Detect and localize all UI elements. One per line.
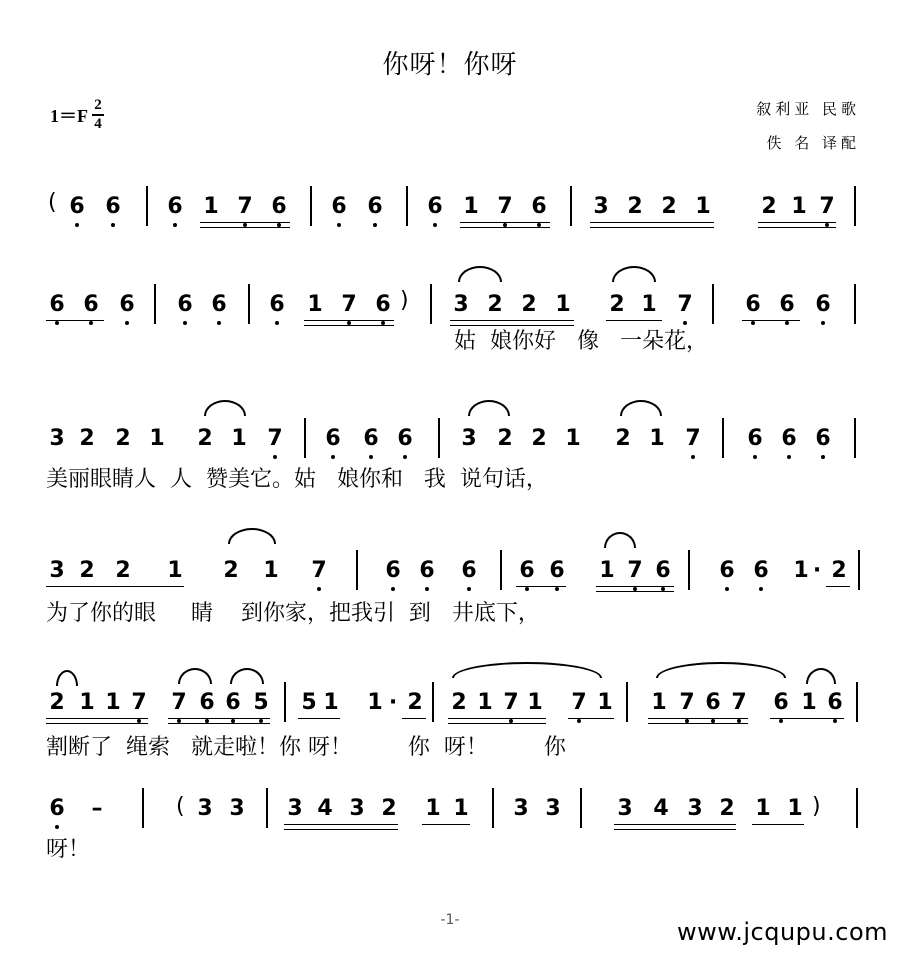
note: 1 [597,690,613,715]
note: 3 [545,796,561,821]
open-paren: ( [48,190,57,215]
beam [284,824,398,825]
note: 1 [367,690,383,715]
beam [460,222,550,223]
barline [626,682,628,722]
note: 2 [609,292,625,317]
note: 6 [331,194,347,219]
note: 1 [231,426,247,451]
note: 6 [367,194,383,219]
beam [200,227,290,228]
note: 2 [79,558,95,583]
note: 1 [527,690,543,715]
note: 6 [549,558,565,583]
beam [298,718,340,719]
note: 2 [197,426,213,451]
note: 6 [773,690,789,715]
note: 7 [627,558,643,583]
note: 2 [115,558,131,583]
beam [448,718,546,719]
barline [856,682,858,722]
barline [854,186,856,226]
barline [688,550,690,590]
barline [580,788,582,828]
beam [758,222,836,223]
note: 2 [615,426,631,451]
note: 6 [519,558,535,583]
arranger-credit: 佚 名 译配 [766,134,860,152]
lyric-line-5: 割断了 绳索 就走啦！你 呀！ 你 呀！ 你 [46,735,566,760]
note: 6 [69,194,85,219]
beam [450,320,574,321]
lyric-line-4: 为了你的眼 睛 到你家，把我引 到 井底下， [46,601,540,626]
note: 1 [263,558,279,583]
note: 3 [229,796,245,821]
barline [248,284,250,324]
beam [450,325,574,326]
note: 1 [649,426,665,451]
note: 6 [199,690,215,715]
beam [590,227,714,228]
note: 3 [49,558,65,583]
note: 3 [287,796,303,821]
note: 7 [503,690,519,715]
beam [422,824,470,825]
note: 2 [531,426,547,451]
note: 2 [831,558,847,583]
note: 7 [819,194,835,219]
note: 7 [171,690,187,715]
barline [142,788,144,828]
note: 6 [719,558,735,583]
barline [500,550,502,590]
staff-row-1 [0,192,900,282]
slur [620,400,662,416]
slur [604,532,636,548]
note: 7 [677,292,693,317]
slur [56,670,78,686]
beam [516,586,566,587]
beam [168,723,270,724]
note: 7 [679,690,695,715]
barline [570,186,572,226]
note: 7 [571,690,587,715]
slur [230,668,264,684]
barline [854,418,856,458]
note: · [812,558,822,583]
note: 2 [223,558,239,583]
note: 6 [271,194,287,219]
beam [606,320,662,321]
note: 7 [237,194,253,219]
note: 1 [323,690,339,715]
note: 5 [253,690,269,715]
beam [460,227,550,228]
note: 2 [487,292,503,317]
note: 6 [49,796,65,821]
note: 6 [119,292,135,317]
key-label: 1＝F [50,106,88,126]
note: 6 [167,194,183,219]
beam [826,586,850,587]
note: 6 [531,194,547,219]
note: 1 [651,690,667,715]
note: 6 [815,426,831,451]
note: 2 [79,426,95,451]
barline [492,788,494,828]
time-signature [92,98,104,132]
note: 1 [787,796,803,821]
slur [228,528,276,544]
note: 1 [755,796,771,821]
time-top: 2 [94,97,102,113]
note: 6 [655,558,671,583]
beam [168,718,270,719]
barline [310,186,312,226]
beam [402,718,426,719]
beam [752,824,804,825]
note: 2 [49,690,65,715]
note: 1 [791,194,807,219]
note: 3 [349,796,365,821]
barline [406,186,408,226]
note: 6 [781,426,797,451]
note: 6 [427,194,443,219]
note: 6 [83,292,99,317]
slur [452,662,602,678]
note: 4 [317,796,333,821]
staff-row-4 [0,556,900,646]
note: 3 [461,426,477,451]
note: 7 [341,292,357,317]
beam [200,222,290,223]
barline [432,682,434,722]
note: 6 [375,292,391,317]
song-title: 你呀！你呀 [382,50,518,80]
note: 6 [211,292,227,317]
note: 7 [731,690,747,715]
barline [438,418,440,458]
note: · [388,690,398,715]
watermark-url: www.jcqupu.com [677,918,888,946]
note: 7 [497,194,513,219]
note: 3 [617,796,633,821]
note: 1 [167,558,183,583]
note: 1 [463,194,479,219]
note: 2 [627,194,643,219]
lyric-line-3: 美丽眼睛人 人 赞美它。姑 娘你和 我 说句话， [46,467,548,492]
note: 1 [695,194,711,219]
note: 6 [815,292,831,317]
staff-row-3 [0,424,900,514]
note: 6 [363,426,379,451]
beam [614,824,736,825]
time-bottom: 4 [94,116,102,132]
note: 1 [453,796,469,821]
barline [712,284,714,324]
note: 1 [425,796,441,821]
barline [854,284,856,324]
note: 6 [177,292,193,317]
note: 6 [225,690,241,715]
note: 3 [593,194,609,219]
beam [46,320,104,321]
key-signature [50,98,104,132]
beam [596,586,674,587]
note: 1 [599,558,615,583]
barline [284,682,286,722]
note: 3 [513,796,529,821]
beam [742,320,800,321]
note: 1 [105,690,121,715]
staff-row-2 [0,290,900,380]
barline [304,418,306,458]
note: 6 [397,426,413,451]
note: 2 [381,796,397,821]
note: 2 [719,796,735,821]
note: 6 [827,690,843,715]
beam [284,829,398,830]
note: 3 [197,796,213,821]
note: 1 [307,292,323,317]
note: 2 [451,690,467,715]
beam [304,320,394,321]
note: 1 [477,690,493,715]
origin-credit: 叙利亚 民歌 [756,100,860,118]
page-number: -1- [440,912,460,928]
close-paren: ) [400,288,409,313]
note: 2 [521,292,537,317]
barline [154,284,156,324]
beam [46,723,148,724]
note: 7 [267,426,283,451]
slur [204,400,246,416]
beam [758,227,836,228]
note: 2 [407,690,423,715]
beam [596,591,674,592]
barline [266,788,268,828]
barline [356,550,358,590]
barline [856,788,858,828]
barline [722,418,724,458]
note: 2 [761,194,777,219]
note: 3 [49,426,65,451]
note: 4 [653,796,669,821]
note: 3 [687,796,703,821]
note: 1 [565,426,581,451]
slur [468,400,510,416]
beam [46,586,184,587]
note: 1 [793,558,809,583]
lyric-line-6: 呀！ [46,837,91,862]
slur [178,668,212,684]
note: 6 [385,558,401,583]
note: 1 [801,690,817,715]
barline [430,284,432,324]
note: 6 [753,558,769,583]
note: 1 [203,194,219,219]
note: 2 [115,426,131,451]
beam [304,325,394,326]
staff-row-5 [0,692,900,782]
beam [568,718,614,719]
note: 6 [269,292,285,317]
note: 1 [555,292,571,317]
note: 6 [49,292,65,317]
lyric-line-2: 姑 娘你好 像 一朵花， [454,329,708,354]
barline [146,186,148,226]
slur [656,662,786,678]
note: 1 [641,292,657,317]
note: 6 [419,558,435,583]
note: 6 [105,194,121,219]
note: 6 [747,426,763,451]
note: 6 [461,558,477,583]
note: 7 [311,558,327,583]
note: 6 [325,426,341,451]
note: 3 [453,292,469,317]
note: 1 [149,426,165,451]
beam [614,829,736,830]
note: 2 [661,194,677,219]
slur [806,668,836,684]
note: 5 [301,690,317,715]
beam [770,718,844,719]
note: – [91,796,103,821]
note: 6 [705,690,721,715]
note: 7 [685,426,701,451]
barline [858,550,860,590]
beam [590,222,714,223]
note: 6 [745,292,761,317]
beam [46,718,148,719]
note: 1 [79,690,95,715]
beam [648,718,748,719]
note: 6 [779,292,795,317]
open-paren: ( [176,794,185,819]
staff-row-6 [0,794,900,888]
note: 2 [497,426,513,451]
note: 7 [131,690,147,715]
beam [648,723,748,724]
close-paren: ) [812,794,821,819]
beam [448,723,546,724]
